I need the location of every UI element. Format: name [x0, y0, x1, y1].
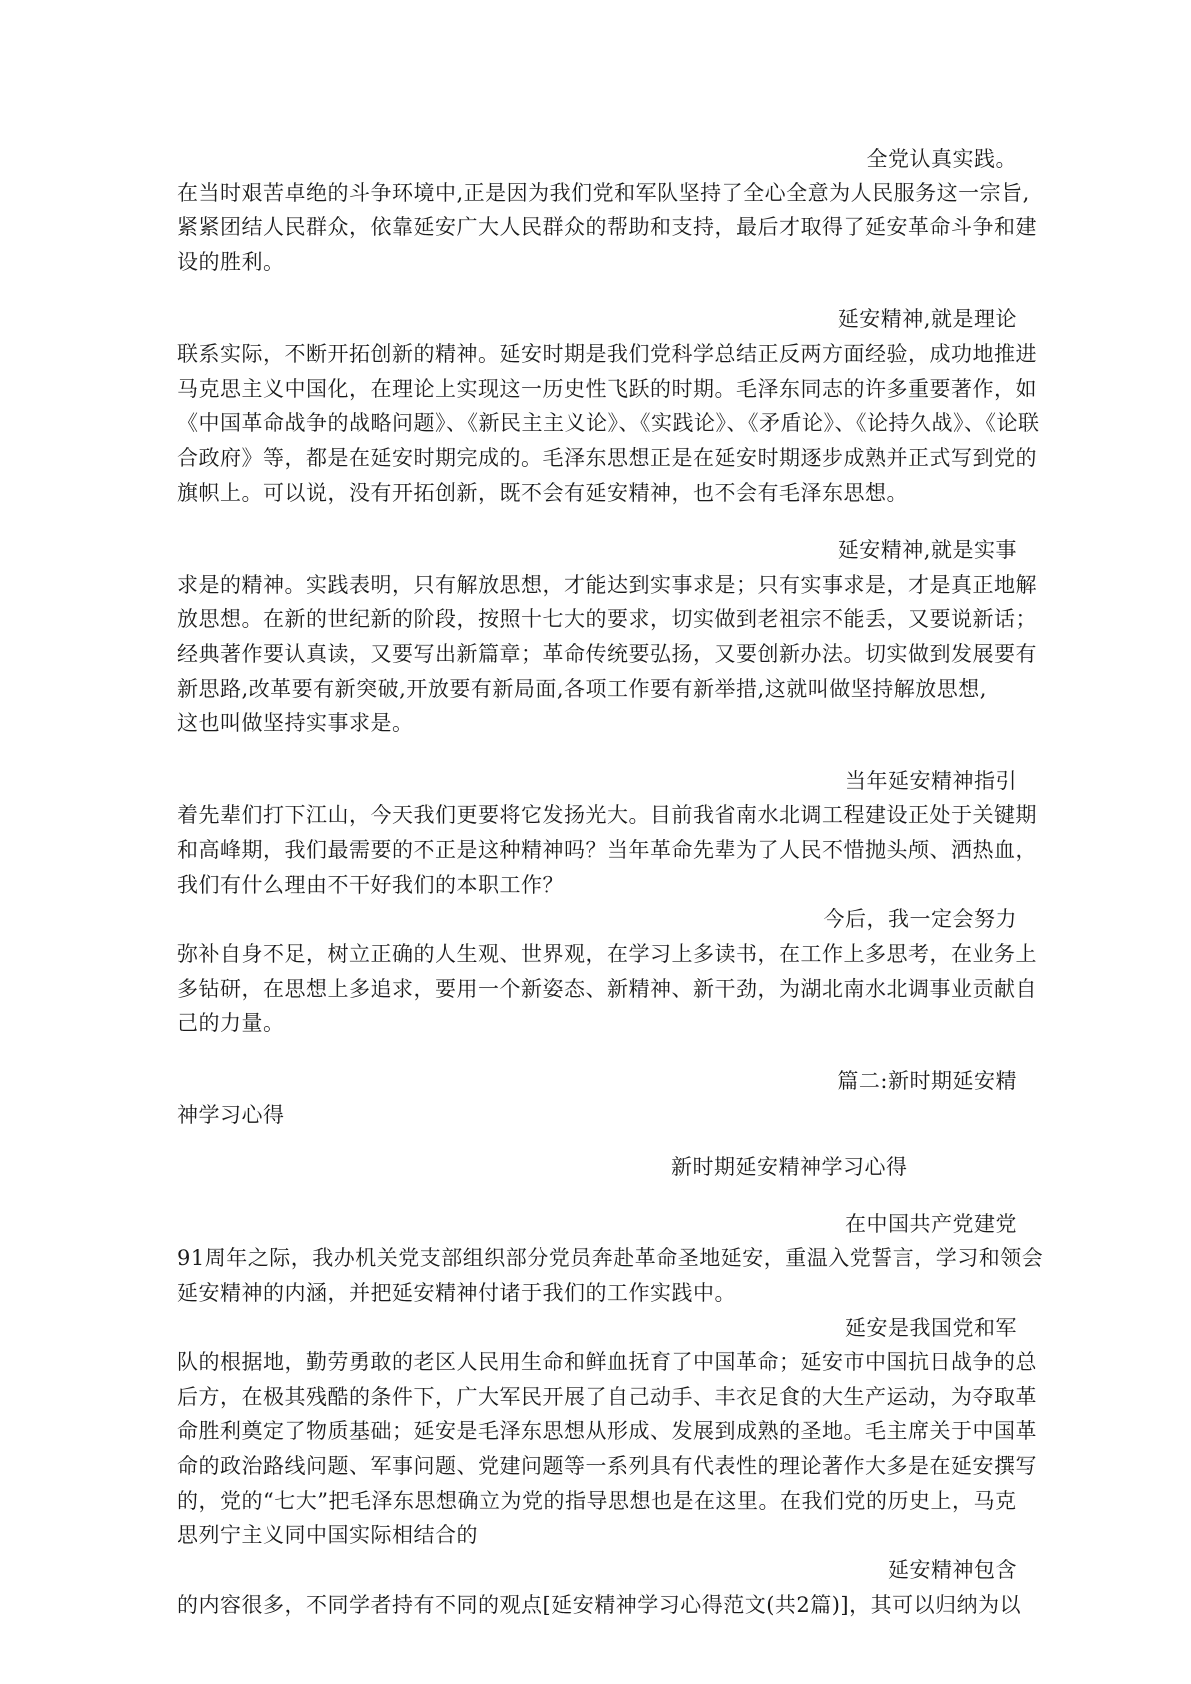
text-line: 队的根据地，勤劳勇敢的老区人民用生命和鲜血抚育了中国革命；延安市中国抗日战争的总 [177, 1350, 1037, 1374]
text-line: 当年延安精神指引 [845, 769, 1017, 793]
text-line: 求是的精神。实践表明，只有解放思想，才能达到实事求是；只有实事求是，才是真正地解 [177, 573, 1037, 597]
section-heading: 神学习心得 [177, 1103, 285, 1127]
text-line: 联系实际，不断开拓创新的精神。延安时期是我们党科学总结正反两方面经验，成功地推进 [177, 342, 1037, 366]
text-line: 马克思主义中国化，在理论上实现这一历史性飞跃的时期。毛泽东同志的许多重要著作，如 [177, 377, 1037, 401]
text-line: 在当时艰苦卓绝的斗争环境中,正是因为我们党和军队坚持了全心全意为人民服务这一宗旨, [177, 181, 1030, 205]
text-line: 放思想。在新的世纪新的阶段，按照十七大的要求，切实做到老祖宗不能丢，又要说新话； [177, 607, 1037, 631]
text-line: 设的胜利。 [177, 250, 285, 274]
text-line: 延安精神,就是实事 [837, 538, 1017, 562]
text-line: 命的政治路线问题、军事问题、党建问题等一系列具有代表性的理论著作大多是在延安撰写 [177, 1454, 1037, 1478]
text-line: 思列宁主义同中国实际相结合的 [177, 1523, 478, 1547]
text-line: 我们有什么理由不干好我们的本职工作？ [177, 873, 564, 897]
text-line: 后方，在极其残酷的条件下，广大军民开展了自己动手、丰衣足食的大生产运动，为夺取革 [177, 1385, 1037, 1409]
text-line: 紧紧团结人民群众，依靠延安广大人民群众的帮助和支持，最后才取得了延安革命斗争和建 [177, 215, 1037, 239]
text-line: 《中国革命战争的战略问题》、《新民主主义论》、《实践论》、《矛盾论》、《论持久战》、《论联 [177, 411, 1040, 435]
text-line: 和高峰期，我们最需要的不正是这种精神吗？当年革命先辈为了人民不惜抛头颅、洒热血， [177, 838, 1037, 862]
text-line: 的，党的“七大”把毛泽东思想确立为党的指导思想也是在这里。在我们党的历史上，马克 [177, 1489, 1017, 1513]
text-line: 延安精神,就是理论 [837, 307, 1017, 331]
text-line: 91周年之际，我办机关党支部组织部分党员奔赴革命圣地延安，重温入党誓言，学习和领会 [177, 1246, 1044, 1270]
text-line: 延安精神的内涵，并把延安精神付诸于我们的工作实践中。 [177, 1281, 736, 1305]
text-line: 的内容很多，不同学者持有不同的观点[延安精神学习心得范文(共2篇)]，其可以归纳为以 [177, 1593, 1022, 1617]
text-line: 着先辈们打下江山，今天我们更要将它发扬光大。目前我省南水北调工程建设正处于关键期 [177, 803, 1037, 827]
text-line: 多钻研，在思想上多追求，要用一个新姿态、新精神、新干劲，为湖北南水北调事业贡献自 [177, 977, 1037, 1001]
article-title: 新时期延安精神学习心得 [671, 1155, 908, 1179]
text-line: 弥补自身不足，树立正确的人生观、世界观，在学习上多读书，在工作上多思考，在业务上 [177, 942, 1037, 966]
section-heading: 篇二:新时期延安精 [837, 1069, 1017, 1093]
text-line: 经典著作要认真读，又要写出新篇章；革命传统要弘扬，又要创新办法。切实做到发展要有 [177, 642, 1037, 666]
text-line: 延安精神包含 [888, 1558, 1017, 1582]
text-line: 新思路,改革要有新突破,开放要有新局面,各项工作要有新举措,这就叫做坚持解放思想, [177, 677, 987, 701]
text-line: 旗帜上。可以说，没有开拓创新，既不会有延安精神，也不会有毛泽东思想。 [177, 481, 908, 505]
text-line: 合政府》等，都是在延安时期完成的。毛泽东思想正是在延安时期逐步成熟并正式写到党的 [177, 446, 1037, 470]
text-line: 今后，我一定会努力 [823, 907, 1017, 931]
text-line: 这也叫做坚持实事求是。 [177, 711, 414, 735]
text-line: 己的力量。 [177, 1011, 285, 1035]
text-line: 命胜利奠定了物质基础；延安是毛泽东思想从形成、发展到成熟的圣地。毛主席关于中国革 [177, 1419, 1037, 1443]
text-line: 全党认真实践。 [866, 147, 1017, 171]
text-line: 在中国共产党建党 [845, 1212, 1017, 1236]
text-line: 延安是我国党和军 [845, 1316, 1017, 1340]
